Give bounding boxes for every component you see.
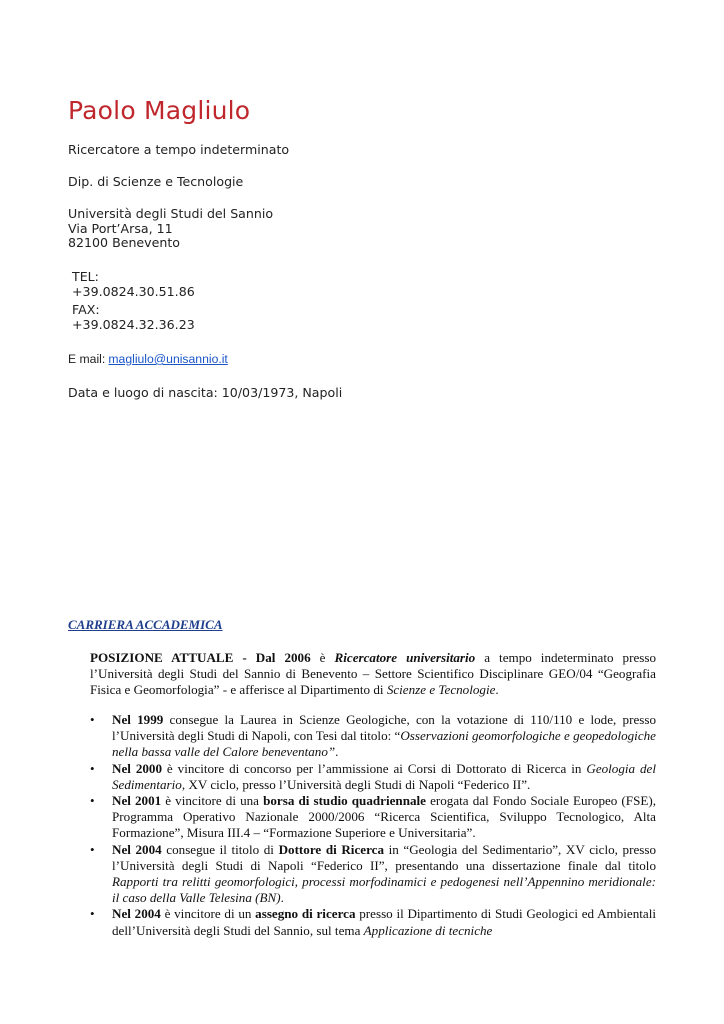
thesis-title: Osservazioni geomorfologiche e geopedologiche nella bassa valle del Calore beneventano” — [112, 728, 656, 760]
grant-label: assegno di ricerca — [255, 906, 356, 922]
bullet-icon: • — [90, 906, 95, 922]
email-label: E mail: — [68, 352, 106, 366]
list-item — [90, 842, 656, 907]
current-role: Ricercatore universitario — [334, 650, 476, 665]
text-run: consegue la Laurea in Scienze Geologiche, con la votazione di 110/110 e lode, presso l’Università degli Studi di Napoli, con Tesi dal titolo: “ — [112, 712, 656, 744]
text-run: a tempo indeterminato presso l’Università degli Studi del Sannio di Benevento – Settore Scientifico Disciplinare GEO/04 “Geografia Fisica e Geomorfologia” - e afferisce al Dipartimento di — [90, 650, 657, 698]
list-item-year: Nel 1999 — [112, 712, 164, 727]
bullet-icon: • — [90, 712, 95, 727]
list-item-year: Nel 2004 — [112, 906, 161, 922]
department-text: Dip. di Scienze e Tecnologie — [68, 174, 244, 189]
research-topic: Applicazione di tecniche — [363, 922, 493, 938]
list-item-year: Nel 2004 — [112, 841, 162, 857]
list-item — [90, 793, 656, 842]
scholarship-label: borsa di studio quadriennale — [263, 793, 426, 809]
text-run: è — [310, 650, 335, 665]
department-name: Scienze e Tecnologie — [386, 682, 496, 698]
text-run: erogata dal Fondo Sociale Europeo (FSE), Programma Operativo Nazionale 2000/2006 “Ricerca Scientifica, Sviluppo Tecnologico, Alta Formazione”, Misura III.4 – “Formazione Superiore e Universitaria”. — [112, 793, 656, 841]
list-item-year: Nel 2000 — [112, 760, 163, 776]
birth-info: Data e luogo di nascita: 10/03/1973, Napoli — [68, 385, 343, 400]
tel-value: +39.0824.30.51.86 — [72, 284, 195, 299]
section-title: CARRIERA ACCADEMICA — [68, 617, 223, 632]
current-position-lead: POSIZIONE ATTUALE - Dal 2006 — [90, 650, 311, 665]
text-run: è vincitore di concorso per l’ammissione ai Corsi di Dottorato di Ricerca in — [162, 760, 587, 776]
doctorate-field: Geologia del Sedimentario — [112, 760, 656, 792]
role-text: Ricercatore a tempo indeterminato — [68, 142, 290, 157]
text-run: presso il Dipartimento di Studi Geologici ed Ambientali dell’Università degli Studi del Sannio, sul tema — [112, 906, 656, 938]
fax-label: FAX: — [72, 302, 100, 317]
text-run: , XV ciclo, presso l’Università degli Studi di Napoli “Federico II”. — [181, 776, 531, 792]
tel-label: TEL: — [72, 269, 99, 284]
text-run: . — [335, 744, 339, 760]
text-run: è vincitore di una — [161, 793, 264, 809]
bullet-icon: • — [90, 760, 95, 776]
current-position-paragraph — [90, 650, 656, 699]
person-name: Paolo Magliulo — [68, 96, 251, 125]
list-item — [90, 712, 656, 761]
list-item-year: Nel 2001 — [112, 793, 162, 809]
list-item — [90, 906, 656, 938]
email-link[interactable]: magliulo@unisannio.it — [108, 352, 228, 366]
street-text: Via Port’Arsa, 11 — [68, 221, 173, 236]
text-run: è vincitore di un — [160, 906, 256, 922]
email-row — [68, 352, 228, 367]
bullet-icon: • — [90, 793, 95, 809]
city-text: 82100 Benevento — [68, 235, 181, 250]
university-text: Università degli Studi del Sannio — [68, 206, 274, 221]
text-run: . — [280, 890, 284, 906]
text-run: . — [495, 682, 499, 698]
text-run: in “Geologia del Sedimentario”, XV ciclo, presso l’Università degli Studi di Napoli “Federico II”, presentando una dissertazione finale dal titolo — [112, 841, 656, 873]
fax-value: +39.0824.32.36.23 — [72, 317, 195, 332]
bullet-icon: • — [90, 841, 95, 857]
career-list — [90, 712, 656, 939]
text-run: consegue il titolo di — [161, 841, 279, 857]
degree-label: Dottore di Ricerca — [278, 841, 385, 857]
dissertation-title: Rapporti tra relitti geomorfologici, processi morfodinamici e pedogenesi nell’Appennino meridionale: il caso della Valle Telesina (BN) — [112, 874, 656, 906]
list-item — [90, 761, 656, 793]
